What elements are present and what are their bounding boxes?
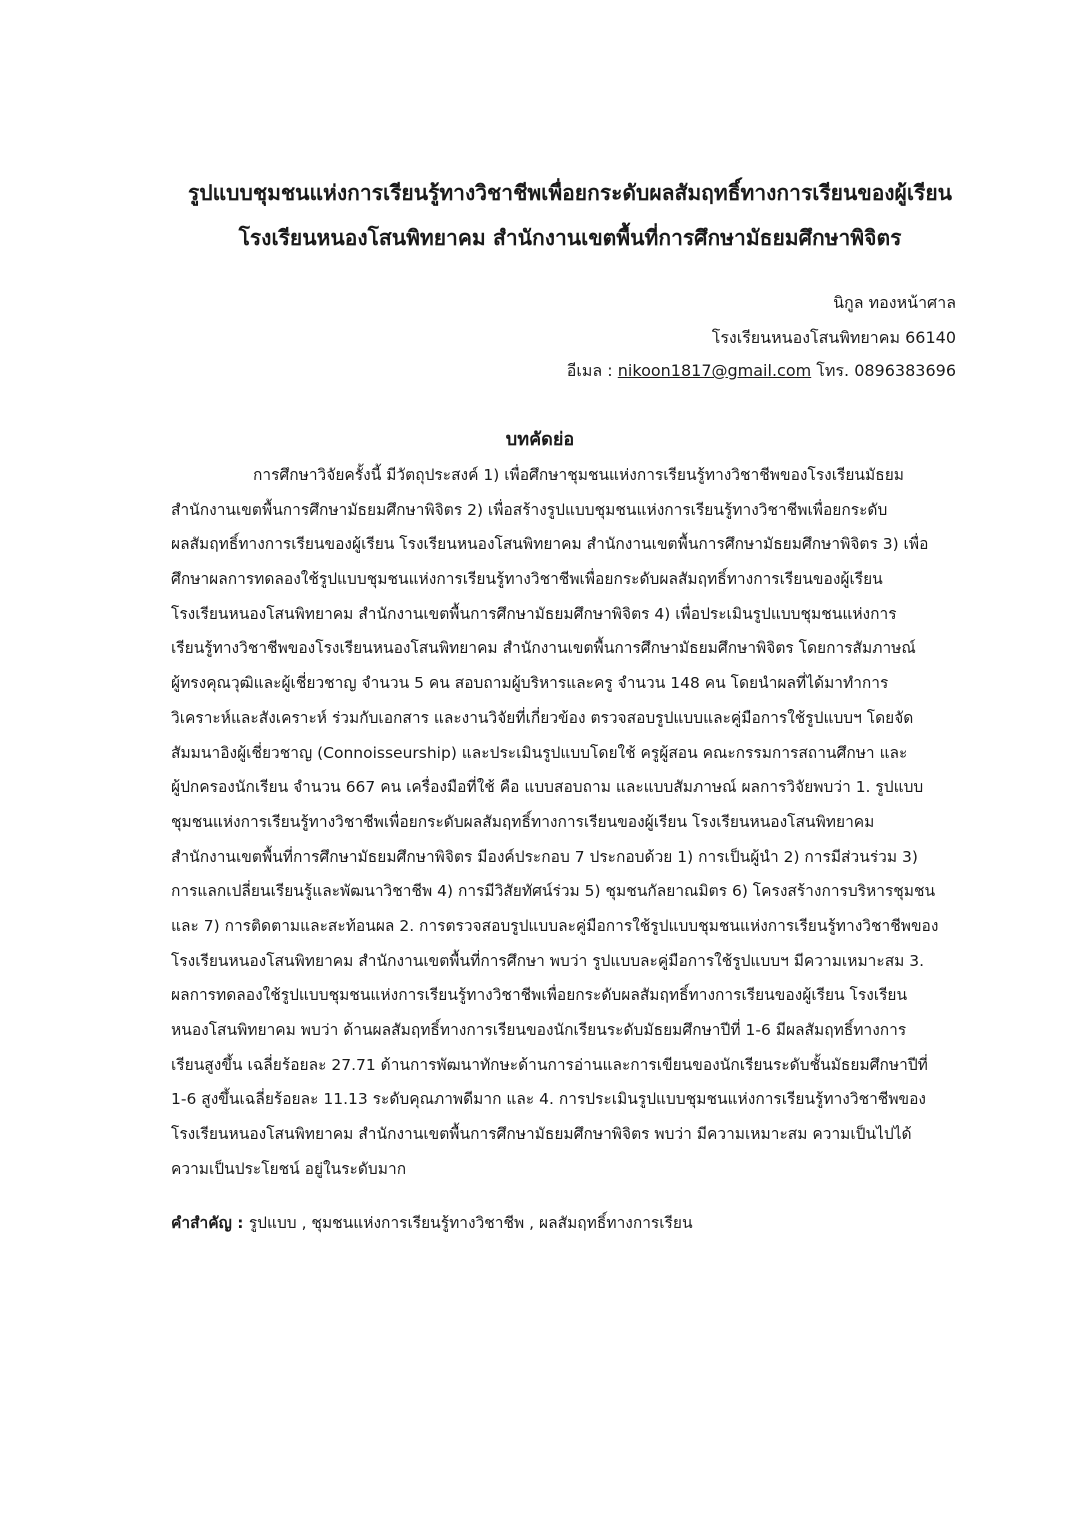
abstract-line: เรียนสูงขึ้น เฉลี่ยร้อยละ 27.71 ด้านการพัฒนาทักษะด้านการอ่านและการเขียนของนักเรียนระดับชั้นมัธยมศึกษาปีที่ — [171, 1055, 928, 1074]
paper-title-line-1: รูปแบบชุมชนแห่งการเรียนรู้ทางวิชาชีพเพื่อยกระดับผลสัมฤทธิ์ทางการเรียนของผู้เรียน — [188, 181, 952, 205]
abstract-body — [171, 458, 961, 1186]
email-label: อีเมล : — [566, 361, 618, 380]
abstract-line: ผู้ทรงคุณวุฒิและผู้เชี่ยวชาญ จำนวน 5 คน สอบถามผู้บริหารและครู จำนวน 148 คน โดยนำผลที่ได้มาทำการ — [171, 674, 889, 693]
abstract-line: การศึกษาวิจัยครั้งนี้ มีวัตถุประสงค์ 1) เพื่อศึกษาชุมชนแห่งการเรียนรู้ทางวิชาชีพของโรงเรียนมัธยม — [253, 466, 904, 484]
abstract-line: เรียนรู้ทางวิชาชีพของโรงเรียนหนองโสนพิทยาคม สำนักงานเขตพื้นการศึกษามัธยมศึกษาพิจิตร โดยการสัมภาษณ์ — [171, 639, 916, 658]
author-affiliation: โรงเรียนหนองโสนพิทยาคม 66140 — [711, 328, 956, 347]
abstract-line: ผลการทดลองใช้รูปแบบชุมชนแห่งการเรียนรู้ทางวิชาชีพเพื่อยกระดับผลสัมฤทธิ์ทางการเรียนของผู้เรียน โรงเรียน — [171, 986, 908, 1005]
paper-title-line-2: โรงเรียนหนองโสนพิทยาคม สำนักงานเขตพื้นที่การศึกษามัธยมศึกษาพิจิตร — [238, 226, 902, 250]
abstract-line: ชุมชนแห่งการเรียนรู้ทางวิชาชีพเพื่อยกระดับผลสัมฤทธิ์ทางการเรียนของผู้เรียน โรงเรียนหนองโสนพิทยาคม — [171, 812, 875, 831]
abstract-heading: บทคัดย่อ — [505, 429, 575, 450]
abstract-line: ผลสัมฤทธิ์ทางการเรียนของผู้เรียน โรงเรียนหนองโสนพิทยาคม สำนักงานเขตพื้นการศึกษามัธยมศึกษาพิจิตร 3) เพื่อ — [171, 535, 929, 554]
abstract-line: ศึกษาผลการทดลองใช้รูปแบบชุมชนแห่งการเรียนรู้ทางวิชาชีพเพื่อยกระดับผลสัมฤทธิ์ทางการเรียนของผู้เรียน — [171, 570, 883, 589]
abstract-line: การแลกเปลี่ยนเรียนรู้และพัฒนาวิชาชีพ 4) การมีวิสัยทัศน์ร่วม 5) ชุมชนกัลยาณมิตร 6) โครงสร้างการบริหารชุมชน — [171, 882, 936, 901]
abstract-line: ความเป็นประโยชน์ อยู่ในระดับมาก — [171, 1159, 407, 1178]
abstract-line: 1-6 สูงขึ้นเฉลี่ยร้อยละ 11.13 ระดับคุณภาพดีมาก และ 4. การประเมินรูปแบบชุมชนแห่งการเรียนรู้ทางวิชาชีพของ — [171, 1090, 927, 1109]
keywords-text: รูปแบบ , ชุมชนแห่งการเรียนรู้ทางวิชาชีพ , ผลสัมฤทธิ์ทางการเรียน — [248, 1214, 693, 1232]
author-contact — [567, 360, 956, 382]
abstract-line: โรงเรียนหนองโสนพิทยาคม สำนักงานเขตพื้นการศึกษามัธยมศึกษาพิจิตร พบว่า มีความเหมาะสม ความเป็นไปได้ — [171, 1125, 912, 1144]
keywords-label: คำสำคัญ : — [171, 1214, 249, 1232]
abstract-line: สำนักงานเขตพื้นการศึกษามัธยมศึกษาพิจิตร 2) เพื่อสร้างรูปแบบชุมชนแห่งการเรียนรู้ทางวิชาชีพเพื่อยกระดับ — [171, 500, 888, 519]
abstract-line: วิเคราะห์และสังเคราะห์ ร่วมกับเอกสาร และงานวิจัยที่เกี่ยวข้อง ตรวจสอบรูปแบบและคู่มือการใช้รูปแบบฯ โดยจัด — [171, 708, 914, 727]
abstract-line: ผู้ปกครองนักเรียน จำนวน 667 คน เครื่องมือที่ใช้ คือ แบบสอบถาม และแบบสัมภาษณ์ ผลการวิจัยพบว่า 1. รูปแบบ — [171, 778, 924, 797]
phone-text: โทร. 0896383696 — [811, 361, 956, 380]
abstract-line: โรงเรียนหนองโสนพิทยาคม สำนักงานเขตพื้นที่การศึกษา พบว่า รูปแบบละคู่มือการใช้รูปแบบฯ มีความเหมาะสม 3. — [171, 951, 925, 970]
abstract-line: สัมมนาอิงผู้เชี่ยวชาญ (Connoisseurship) และประเมินรูปแบบโดยใช้ ครูผู้สอน คณะกรรมการสถานศึกษา และ — [171, 743, 908, 762]
email-link[interactable]: nikoon1817@gmail.com — [617, 361, 812, 380]
abstract-line: สำนักงานเขตพื้นที่การศึกษามัธยมศึกษาพิจิตร มีองค์ประกอบ 7 ประกอบด้วย 1) การเป็นผู้นำ 2) การมีส่วนร่วม 3) — [171, 847, 918, 866]
keywords-line — [171, 1208, 961, 1238]
abstract-line: โรงเรียนหนองโสนพิทยาคม สำนักงานเขตพื้นการศึกษามัธยมศึกษาพิจิตร 4) เพื่อประเมินรูปแบบชุมชนแห่งการ — [171, 604, 897, 623]
author-name: นิกูล ทองหน้าศาล — [833, 293, 956, 312]
abstract-line: และ 7) การติดตามและสะท้อนผล 2. การตรวจสอบรูปแบบละคู่มือการใช้รูปแบบชุมชนแห่งการเรียนรู้ทางวิชาชีพของ — [171, 916, 939, 935]
abstract-line: หนองโสนพิทยาคม พบว่า ด้านผลสัมฤทธิ์ทางการเรียนของนักเรียนระดับมัธยมศึกษาปีที่ 1-6 มีผลสัมฤทธิ์ทางการ — [171, 1021, 907, 1039]
